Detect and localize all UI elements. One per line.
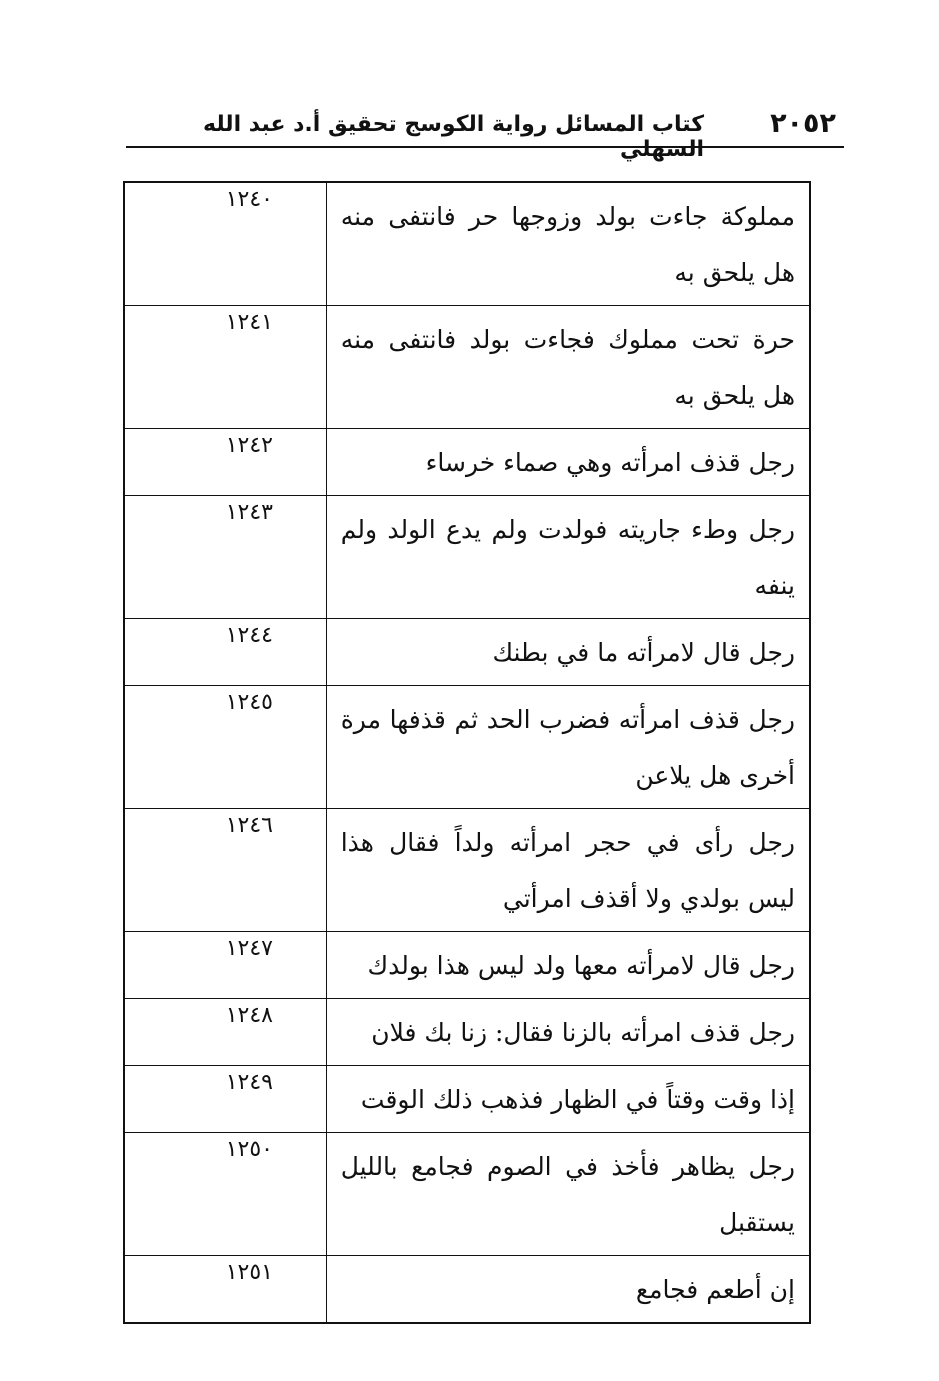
issue-number: ١٢٤٨ (225, 1003, 273, 1028)
table-row (124, 306, 810, 429)
number-cell (124, 1066, 326, 1133)
table-row (124, 619, 810, 686)
book-title: كتاب المسائل رواية الكوسج تحقيق أ.د عبد الله السهلي (202, 112, 704, 162)
table-row (124, 809, 810, 932)
issue-number: ١٢٤١ (225, 310, 273, 335)
issue-number: ١٢٤٦ (225, 813, 273, 838)
table-row (124, 429, 810, 496)
issue-number: ١٢٤٢ (225, 433, 273, 458)
topic-cell: رجل قذف امرأته فضرب الحد ثم قذفها مرة أخرى هل يلاعن (326, 686, 810, 809)
number-cell (124, 182, 326, 306)
issue-number: ١٢٤٥ (225, 690, 273, 715)
number-cell (124, 429, 326, 496)
topic-cell: رجل وطء جاريته فولدت ولم يدع الولد ولم ينفه (326, 496, 810, 619)
topic-cell: رجل رأى في حجر امرأته ولداً فقال هذا ليس بولدي ولا أقذف امرأتي (326, 809, 810, 932)
page-header (126, 108, 844, 162)
table-row (124, 1256, 810, 1324)
issue-number: ١٢٤٣ (225, 500, 273, 525)
table-row (124, 999, 810, 1066)
issue-number: ١٢٤٠ (225, 187, 273, 212)
topic-cell: رجل قال لامرأته معها ولد ليس هذا بولدك (326, 932, 810, 999)
topic-cell: رجل يظاهر فأخذ في الصوم فجامع بالليل يستقبل (326, 1133, 810, 1256)
number-cell (124, 1256, 326, 1324)
topic-cell: إن أطعم فجامع (326, 1256, 810, 1324)
table-row (124, 932, 810, 999)
number-cell (124, 496, 326, 619)
issue-number: ١٢٤٧ (225, 936, 273, 961)
issue-number: ١٢٥١ (225, 1260, 273, 1285)
number-cell (124, 999, 326, 1066)
topic-cell: حرة تحت مملوك فجاءت بولد فانتفى منه هل يلحق به (326, 306, 810, 429)
table-row (124, 1133, 810, 1256)
topic-cell: مملوكة جاءت بولد وزوجها حر فانتفى منه هل يلحق به (326, 182, 810, 306)
number-cell (124, 686, 326, 809)
table-row (124, 1066, 810, 1133)
page-number: ٢٠٥٢ (770, 108, 836, 139)
number-cell (124, 809, 326, 932)
topic-cell: رجل قذف امرأته وهي صماء خرساء (326, 429, 810, 496)
number-cell (124, 619, 326, 686)
table-row (124, 496, 810, 619)
topic-cell: إذا وقت وقتاً في الظهار فذهب ذلك الوقت (326, 1066, 810, 1133)
number-cell (124, 1133, 326, 1256)
table-row (124, 182, 810, 306)
issue-number: ١٢٤٩ (225, 1070, 273, 1095)
issue-number: ١٢٥٠ (225, 1137, 273, 1162)
number-cell (124, 932, 326, 999)
topic-cell: رجل قال لامرأته ما في بطنك (326, 619, 810, 686)
issue-number: ١٢٤٤ (225, 623, 273, 648)
number-cell (124, 306, 326, 429)
index-table (123, 181, 811, 1324)
topic-cell: رجل قذف امرأته بالزنا فقال: زنا بك فلان (326, 999, 810, 1066)
table-row (124, 686, 810, 809)
